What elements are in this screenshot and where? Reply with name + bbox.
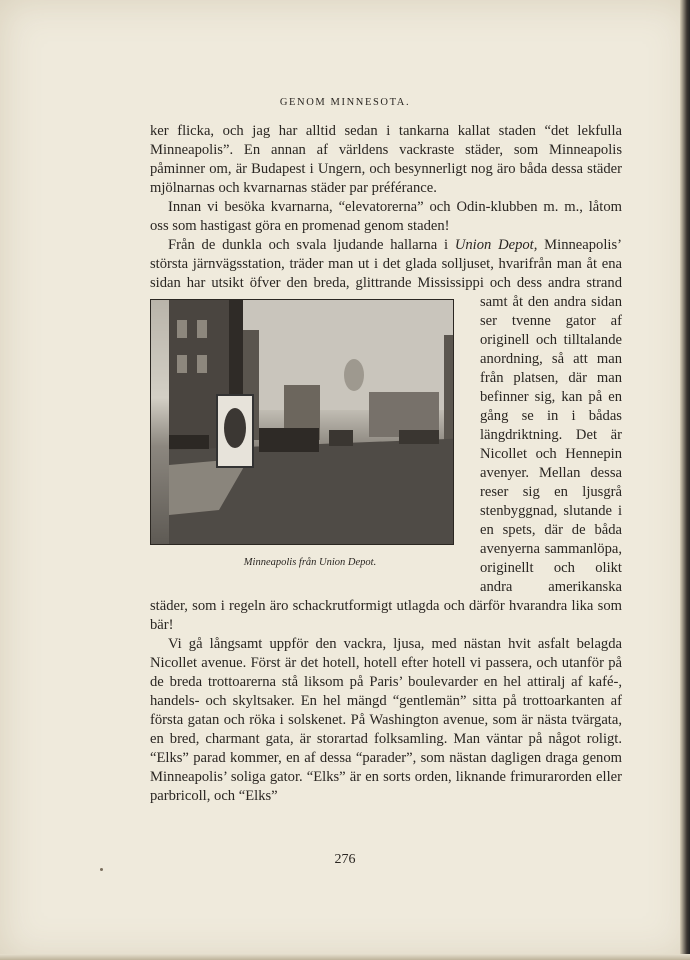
running-header: GENOM MINNESOTA. <box>279 97 411 108</box>
street-scene-drawing <box>169 300 454 544</box>
paragraph-3-wrapped-text: samt åt den andra sidan ser tvenne gator af originell och tilltalande anordning, så att man från platsen, där man befinner sig, kan på en gång se in i bådas längdriktning. Det är Nicollet och Hennepin avenyer. Mellan dessa reser sig en ljusgrå stenbyggnad, slutande i en spets, där de båda avenyerna sammanlöpa, originellt och olikt andra amerikanska städer, som i regeln äro schackrutformigt utlagda och därför hvarandra lika som bär! <box>150 294 622 633</box>
paragraph-3-start: Från de dunkla och svala ljudande hallarna i <box>168 237 455 253</box>
union-depot-italic: Union Depot, <box>454 237 538 253</box>
paragraph-3 <box>150 236 622 635</box>
page-number: 276 <box>334 852 356 867</box>
body-text <box>150 122 622 806</box>
street-photo-figure <box>150 299 470 589</box>
paragraph-4: Vi gå långsamt uppför den vackra, ljusa, med nästan hvit asfalt belagda Nicollet avenue. Först är det hotell, hotell efter hotell vi passera, och utanför på de breda trottoarerna stå liksom på Paris’ boulevarder en hel attiralj af kafé-, handels- och skyltsaker. En hel mängd “gentlemän” sitta på trottoarkanten af första gatan och röka i solskenet. På Washington avenue, som är nästa tvärgata, en bred, charmant gata, är storartad folksamling. Man väntar på något roligt. “Elks” parad kommer, en af dessa “parader”, som nästan dagligen draga genom Minneapolis’ soliga gator. “Elks” är en sorts orden, liknande frimurarorden eller parbricoll, och “Elks” <box>150 636 622 804</box>
paragraph-1: ker flicka, och jag har alltid sedan i tankarna kallat staden “det lekfulla Minneapolis”. En annan af världens vackraste städer, som Minneapolis påminner om, är Budapest i Ungern, och besynnerligt nog äro båda dessa städer mjölnarnas och kvarnarnas städer par préférance. <box>150 123 622 196</box>
street-photograph <box>150 299 454 545</box>
paragraph-2: Innan vi besöka kvarnarna, “elevatorerna” och Odin-klubben m. m., låtom oss som hastigast göra en promenad genom staden! <box>150 199 622 234</box>
page-edge-right <box>680 0 690 960</box>
paragraph-3-text: Minneapolis’ största järnvägsstation, träder man ut i det glada solljuset, hvarifrån man åt ena sidan har utsikt öfver den breda, glittrande Mississippi och dess andra strand <box>150 237 622 291</box>
figure-caption: Minneapolis från Union Depot. <box>243 557 377 568</box>
page-edge-bottom <box>0 954 690 960</box>
print-speck <box>100 868 103 871</box>
